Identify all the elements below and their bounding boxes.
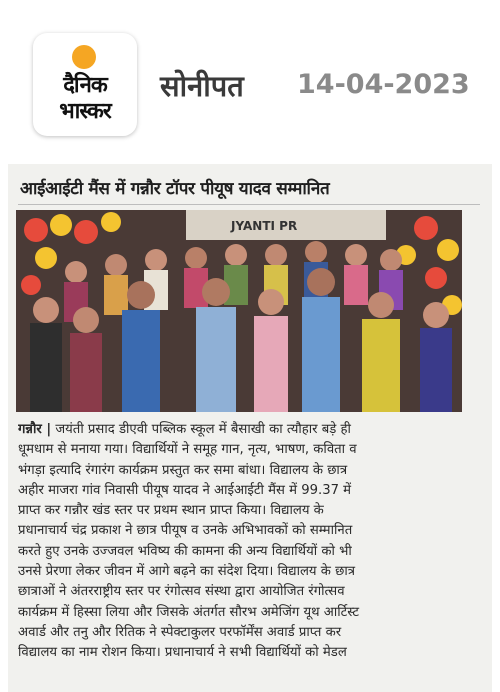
dainik-bhaskar-logo[interactable] [33,33,137,136]
article-line: छात्राओं ने अंतरराष्ट्रीय स्तर पर रंगोत्सव संस्था द्वारा आयोजित रंगोत्सव [18,584,345,600]
newspaper-clipping [8,164,492,692]
article-line: उनसे प्रेरणा लेकर जीवन में आगे बढ़ने का संदेश दिया। विद्यालय के छात्र [18,564,356,580]
group-photo-illustration [16,210,462,412]
article-line: प्राप्त कर गन्नौर खंड स्तर पर प्रथम स्थान प्राप्त किया। विद्यालय के [18,503,324,519]
logo-line-2: भास्कर [59,99,111,124]
article-line: भंगड़ा इत्यादि रंगारंग कार्यक्रम प्रस्तुत कर समा बांधा। विद्यालय के छात्र [18,462,348,478]
headline-divider [18,204,480,205]
line-text: जयंती प्रसाद डीएवी पब्लिक स्कूल में बैसाखी का त्यौहार बड़े ही [55,422,351,437]
publication-date: 14-04-2023 [297,69,470,100]
article-line: करते हुए उनके उज्जवल भविष्य की कामना की अन्य विद्यार्थियों को भी [18,543,352,559]
article-line: धूमधाम से मनाया गया। विद्यार्थियों ने समूह गान, नृत्य, भाषण, कविता व [18,442,357,458]
photo-banner-text: JYANTI PR [231,219,298,233]
article-line: प्रधानाचार्य चंद्र प्रकाश ने छात्र पीयूष व उनके अभिभावकों को सम्मानित [18,523,353,539]
dateline: गन्नौर | [18,422,52,437]
article-line [18,420,470,440]
logo-line-1: दैनिक [63,73,107,98]
article-photo [16,210,462,412]
sun-icon [72,45,96,69]
article-headline: आईआईटी मैंस में गन्नौर टॉपर पीयूष यादव सम्मानित [20,179,330,199]
article-line: अहीर माजरा गांव निवासी पीयूष यादव ने आईआईटी मैंस में 99.37 में [18,482,352,498]
article-body [18,420,470,664]
article-line: विद्यालय का नाम रोशन किया। प्रधानाचार्य ने सभी विद्यार्थियों को मेडल [18,645,347,661]
article-line: अवार्ड और तनु और रितिक ने स्पेक्टाकुलर परफॉर्मेंस अवार्ड प्राप्त कर [18,624,342,640]
header [0,0,500,158]
city-name: सोनीपत [160,69,244,103]
article-line: कार्यक्रम में हिस्सा लिया और जिसके अंतर्गत सौरभ अमेजिंग यूथ आर्टिस्ट [18,604,360,620]
